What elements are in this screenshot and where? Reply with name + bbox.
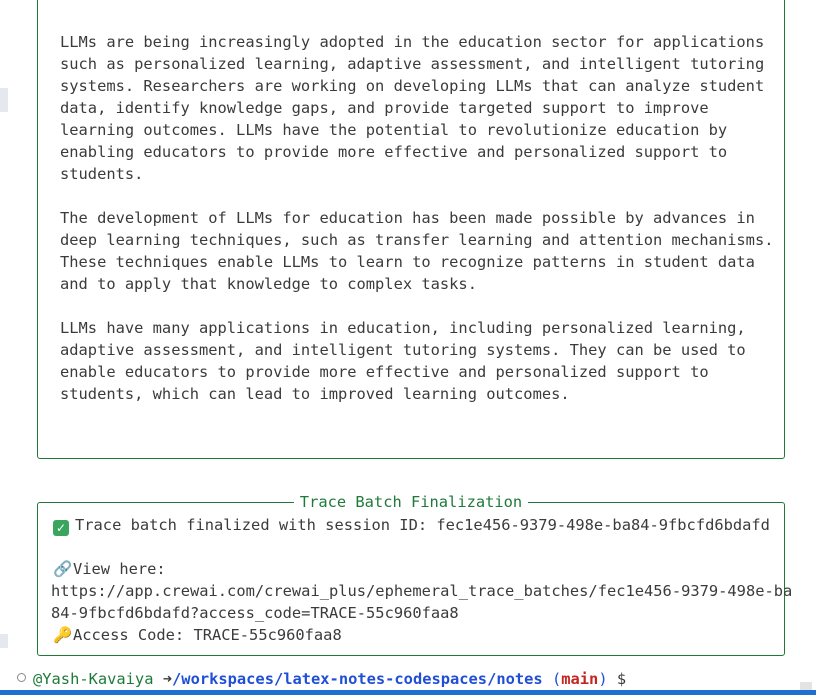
access-line [53,624,342,646]
scrollbar-thumb[interactable] [800,682,812,690]
prompt-path: /workspaces/latex-notes-codespaces/notes [172,670,543,688]
agent-output-panel [37,0,785,459]
section-heading [60,0,347,1]
output-line: students, which can lead to improved learning outcomes. [60,385,570,403]
output-line: adaptive assessment, and intelligent tutoring systems. They can be used to [60,341,746,359]
output-line: enable educators to provide more effective and personalized support to [60,363,709,381]
trace-url-line-2[interactable]: 84-9fbcfd6bdafd?access_code=TRACE-55c960faa8 [51,604,459,622]
command-status-circle-icon[interactable] [17,673,26,682]
trace-url-line-1[interactable]: https://app.crewai.com/crewai_plus/ephemeral_trace_batches/fec1e456-9379-498e-ba [51,582,793,600]
prompt-user: @Yash-Kavaiya [33,670,154,688]
output-line: The development of LLMs for education has been made possible by advances in [60,209,755,227]
gutter-marker [0,88,8,112]
gutter-marker [0,634,8,648]
access-code-text: Access Code: TRACE-55c960faa8 [73,626,342,644]
panel-title [38,492,784,512]
output-line: enabling educators to provide more effective and personalized support to [60,143,728,161]
key-icon: 🔑 [53,626,73,644]
output-line: These techniques enable LLMs to learn to recognize patterns in student data [60,253,755,271]
status-bar [0,690,816,695]
output-line: learning outcomes. LLMs have the potential to revolutionize education by [60,121,728,139]
shell-prompt[interactable] [33,668,626,690]
output-line: students. [60,165,144,183]
prompt-branch: main [561,670,599,688]
output-line: systems. Researchers are working on developing LLMs that can analyze student [60,77,765,95]
branch-paren-open: ( [551,670,562,688]
prompt-symbol: $ [616,670,627,688]
output-line: LLMs have many applications in education, including personalized learning, [60,319,746,337]
finalized-line [53,514,770,536]
link-icon: 🔗 [53,560,73,578]
output-line: deep learning techniques, such as transfer learning and attention mechanisms. [60,231,774,249]
output-line: LLMs are being increasingly adopted in the education sector for applications [60,33,765,51]
view-label: View here: [73,560,166,578]
terminal-gutter [0,0,8,690]
check-mark-icon: ✓ [53,520,69,536]
prompt-arrow-icon: ➜ [162,670,173,688]
trace-panel-title: Trace Batch Finalization [294,493,528,511]
output-line: data, identify knowledge gaps, and provide targeted support to improve [60,99,709,117]
output-line: and to apply that knowledge to complex tasks. [60,275,477,293]
finalized-text: Trace batch finalized with session ID: fec1e456-9379-498e-ba84-9fbcfd6bdafd [75,516,770,534]
branch-paren-close: ) [598,670,608,688]
view-line [53,558,166,580]
output-line: such as personalized learning, adaptive assessment, and intelligent tutoring [60,55,765,73]
trace-batch-panel [37,493,793,656]
